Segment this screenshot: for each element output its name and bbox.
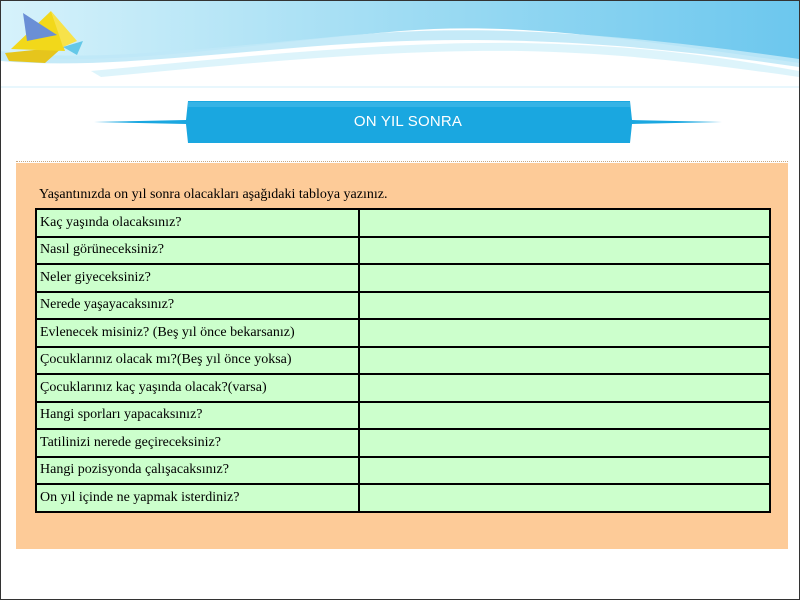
question-cell: Çocuklarınız kaç yaşında olacak?(varsa) <box>36 374 359 402</box>
answer-cell[interactable] <box>359 264 770 292</box>
question-cell: Hangi sporları yapacaksınız? <box>36 402 359 430</box>
table-row <box>36 237 770 265</box>
question-cell: Neler giyeceksiniz? <box>36 264 359 292</box>
table-row <box>36 264 770 292</box>
table-row <box>36 429 770 457</box>
answer-cell[interactable] <box>359 319 770 347</box>
question-cell: Çocuklarınız olacak mı?(Beş yıl önce yoksa) <box>36 347 359 375</box>
question-cell: Evlenecek misiniz? (Beş yıl önce bekarsanız) <box>36 319 359 347</box>
table-row <box>36 347 770 375</box>
table-row <box>36 209 770 237</box>
question-cell: Nerede yaşayacaksınız? <box>36 292 359 320</box>
table-row <box>36 402 770 430</box>
triangles-logo <box>5 7 87 63</box>
question-cell: Hangi pozisyonda çalışacaksınız? <box>36 457 359 485</box>
answer-cell[interactable] <box>359 374 770 402</box>
question-cell: Nasıl görüneceksiniz? <box>36 237 359 265</box>
page-title: ON YIL SONRA <box>353 113 463 130</box>
table-row <box>36 319 770 347</box>
answer-cell[interactable] <box>359 292 770 320</box>
question-table <box>35 208 771 513</box>
question-cell: On yıl içinde ne yapmak isterdiniz? <box>36 484 359 512</box>
question-cell: Kaç yaşında olacaksınız? <box>36 209 359 237</box>
table-row <box>36 292 770 320</box>
answer-cell[interactable] <box>359 347 770 375</box>
table-row <box>36 457 770 485</box>
answer-cell[interactable] <box>359 484 770 512</box>
answer-cell[interactable] <box>359 237 770 265</box>
header-wave-decoration <box>1 1 799 96</box>
question-cell: Tatilinizi nerede geçireceksiniz? <box>36 429 359 457</box>
answer-cell[interactable] <box>359 457 770 485</box>
table-row <box>36 484 770 512</box>
answer-cell[interactable] <box>359 402 770 430</box>
instruction-text: Yaşantınızda on yıl sonra olacakları aşağıdaki tabloya yazınız. <box>39 187 388 202</box>
table-row <box>36 374 770 402</box>
answer-cell[interactable] <box>359 209 770 237</box>
answer-cell[interactable] <box>359 429 770 457</box>
